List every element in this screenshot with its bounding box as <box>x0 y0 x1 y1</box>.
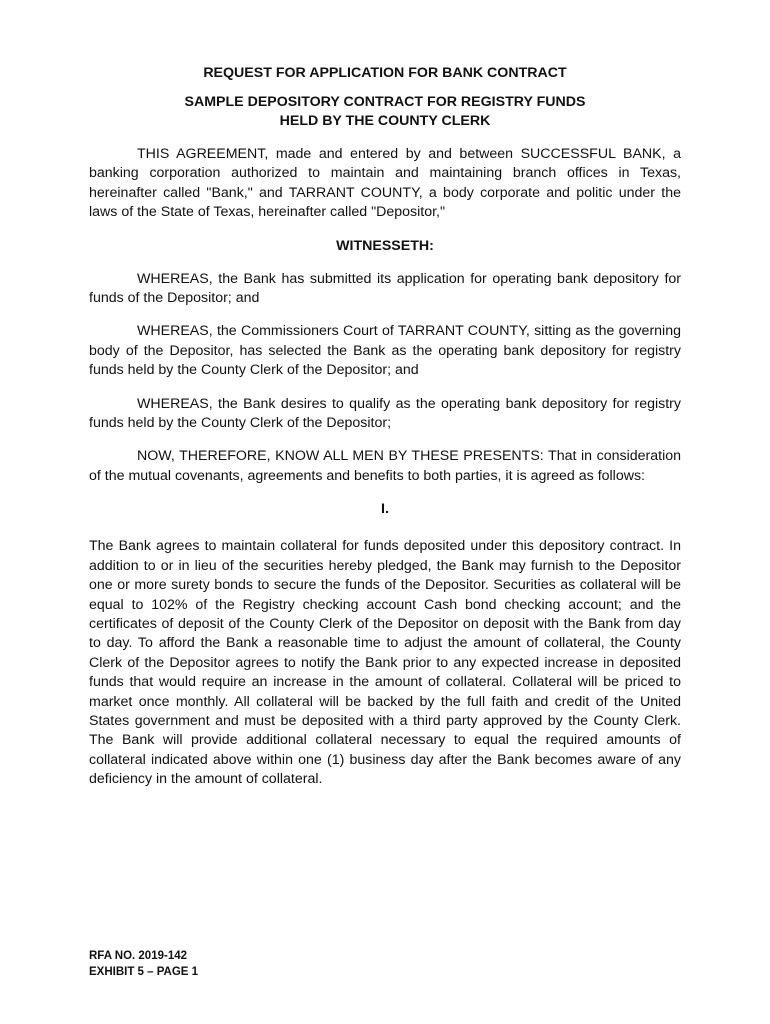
exhibit-page-label: EXHIBIT 5 – PAGE 1 <box>89 966 199 978</box>
whereas-paragraph-2: WHEREAS, the Commissioners Court of TARRANT COUNTY, sitting as the governing body of the Depositor, has selected the Bank as the operating bank depository for registry funds held by the County Clerk of the Depositor; and <box>89 323 681 379</box>
page-footer <box>89 948 198 980</box>
section-1-body: The Bank agrees to maintain collateral for funds deposited under this depository contract. In addition to or in lieu of the securities hereby pledged, the Bank may furnish to the Depositor one or more surety bonds to secure the funds of the Depositor. Securities as collateral will be equal to 102% of the Registry checking account Cash bond checking account; and the certificates of deposit of the County Clerk of the Depositor on deposit with the Bank from day to day. To afford the Bank a reasonable time to adjust the amount of collateral, the County Clerk of the Depositor agrees to notify the Bank prior to any expected increase in deposited funds that would require an increase in the amount of collateral. Collateral will be priced to market once monthly. All collateral will be backed by the full faith and credit of the United States government and must be deposited with a third party approved by the County Clerk. The Bank will provide additional collateral necessary to equal the required amounts of collateral indicated above within one (1) business day after the Bank becomes aware of any deficiency in the amount of collateral. <box>89 538 681 788</box>
witnesseth-heading: WITNESSETH: <box>336 237 434 254</box>
document-body <box>89 64 681 790</box>
document-subtitle-line-1: SAMPLE DEPOSITORY CONTRACT FOR REGISTRY FUNDS <box>184 94 586 110</box>
document-title: REQUEST FOR APPLICATION FOR BANK CONTRACT <box>203 65 567 81</box>
agreement-intro-paragraph: THIS AGREEMENT, made and entered by and between SUCCESSFUL BANK, a banking corporation authorized to maintain and maintaining branch offices in Texas, hereinafter called "Bank," and TARRANT COUNTY, a body corporate and politic under the laws of the State of Texas, hereinafter called "Depositor," <box>89 146 681 221</box>
section-1-heading: I. <box>381 501 389 518</box>
whereas-paragraph-3: WHEREAS, the Bank desires to qualify as the operating bank depository for registry funds held by the County Clerk of the Depositor; <box>89 395 681 432</box>
whereas-paragraph-1: WHEREAS, the Bank has submitted its application for operating bank depository for funds of the Depositor; and <box>89 270 681 307</box>
now-therefore-paragraph: NOW, THEREFORE, KNOW ALL MEN BY THESE PRESENTS: That in consideration of the mutual covenants, agreements and benefits to both parties, it is agreed as follows: <box>89 448 681 484</box>
rfa-number: RFA NO. 2019-142 <box>89 950 188 962</box>
document-subtitle-line-2: HELD BY THE COUNTY CLERK <box>279 113 491 129</box>
